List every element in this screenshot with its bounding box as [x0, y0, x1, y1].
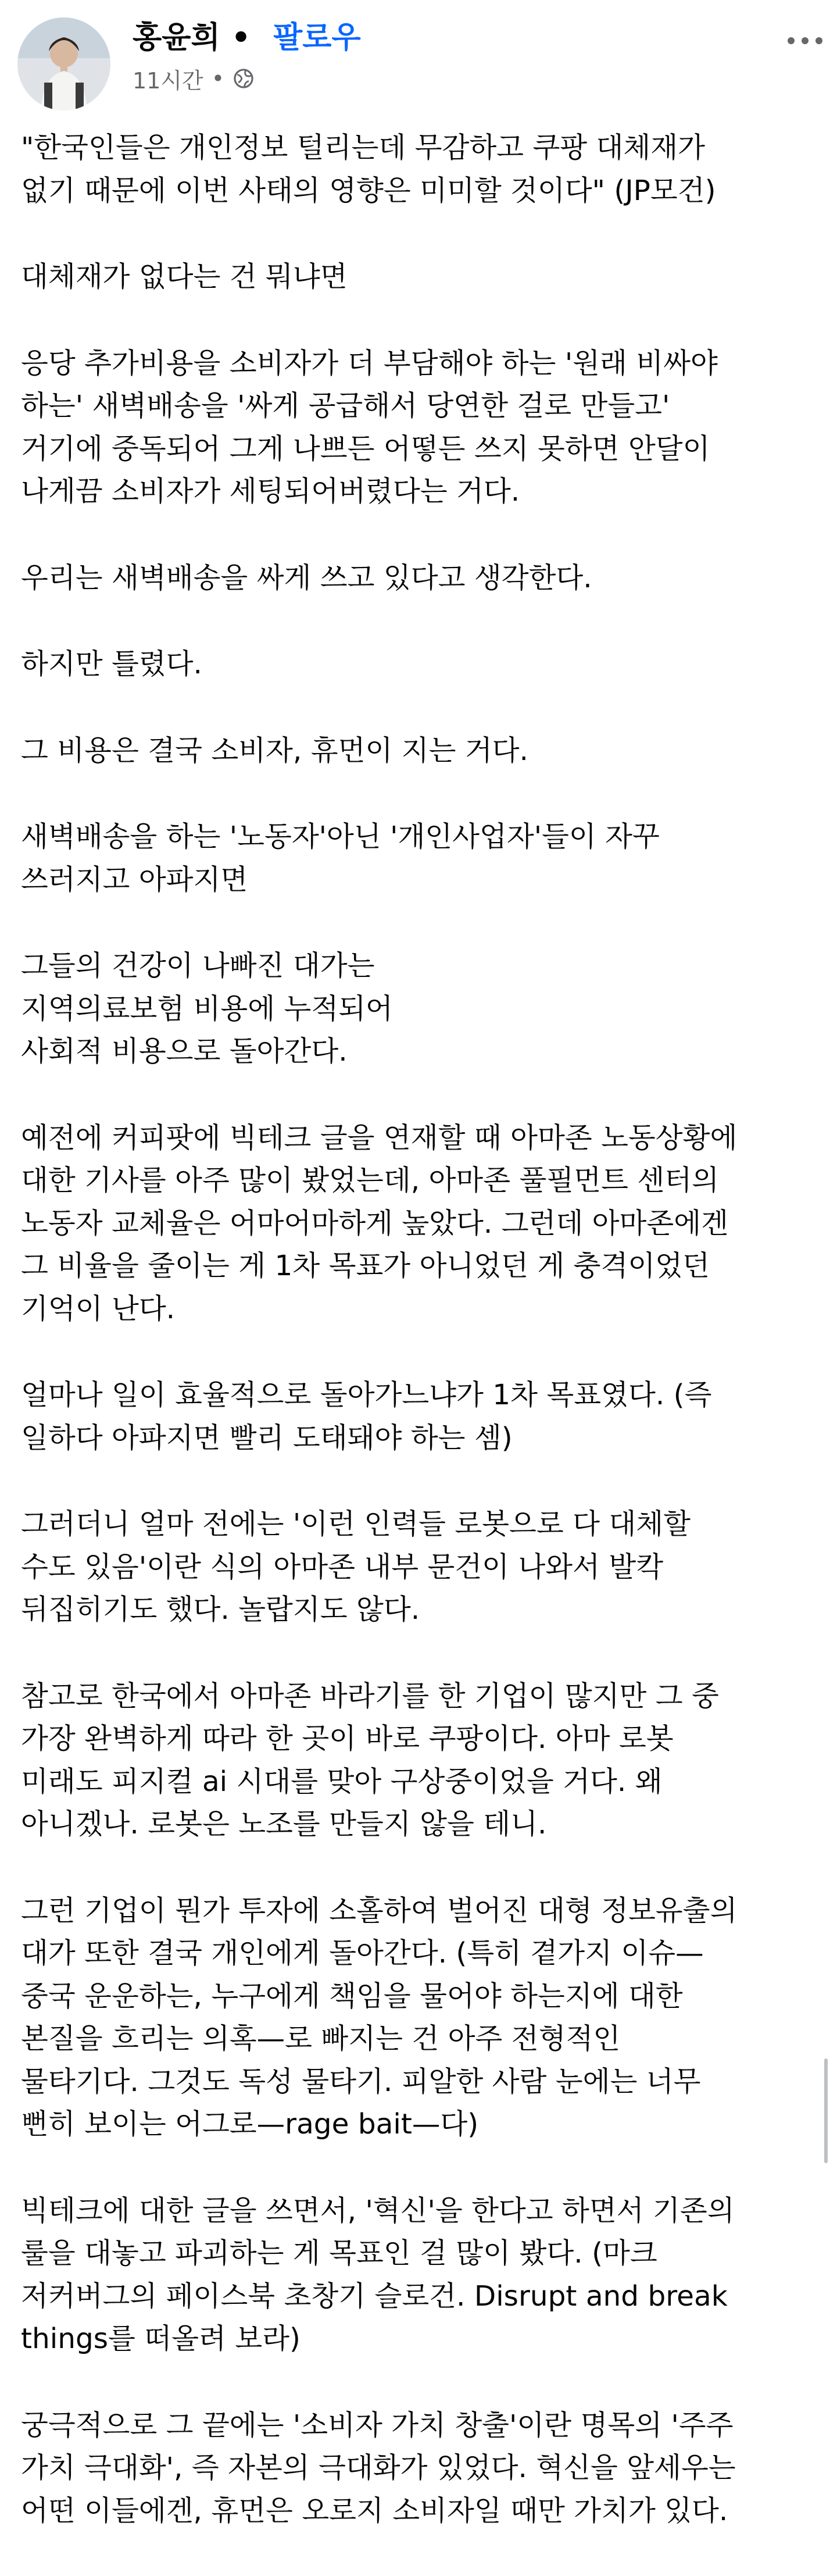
author-name[interactable]: 홍윤희 [133, 20, 220, 55]
post-paragraph: 얼마나 일이 효율적으로 돌아가느냐가 1차 목표였다. (즉 일하다 아파지면 빨리 도태돼야 하는 셈) [21, 1379, 712, 1454]
post-paragraph: 그런 기업이 뭔가 투자에 소홀하여 벌어진 대형 정보유출의 대가 또한 결국 개인에게 돌아간다. (특히 곁가지 이슈— 중국 운운하는, 누구에게 책임을 물어야 하는지에 대한 본질을 흐리는 의혹—로 빠지는 건 아주 전형적인 물타기다. 그것도 독성 물타기. 피알한 사람 눈에는 너무 뻔히 보이는 어그로—rage bait—다) [21, 1894, 738, 2140]
post-paragraph: "한국인들은 개인정보 털리는데 무감하고 쿠팡 대체재가 없기 때문에 이번 사태의 영향은 미미할 것이다" (JP모건) [21, 131, 716, 207]
avatar-image [17, 17, 110, 110]
more-horizontal-icon[interactable] [785, 29, 825, 52]
post-paragraph: 그들의 건강이 나빠진 대가는 지역의료보험 비용에 누적되어 사회적 비용으로 돌아간다. [21, 950, 393, 1068]
scrollbar[interactable] [824, 2058, 828, 2163]
post-timestamp[interactable]: 11시간 [133, 67, 203, 94]
post-header [0, 0, 837, 122]
follow-button[interactable]: 팔로우 [273, 20, 361, 55]
post-paragraph: 우리는 새벽배송을 싸게 쓰고 있다고 생각한다. [21, 561, 592, 594]
meta-separator: • [211, 66, 225, 91]
post-paragraph: 예전에 커피팟에 빅테크 글을 연재할 때 아마존 노동상황에 대한 기사를 아주 많이 봤었는데, 아마존 풀필먼트 센터의 노동자 교체율은 어마어마하게 높았다. 그런데 아마존에겐 그 비율을 줄이는 게 1차 목표가 아니었던 게 충격이었던 기억이 난다. [21, 1121, 738, 1325]
post-paragraph: 하지만 틀렸다. [21, 648, 202, 680]
name-separator: • [231, 20, 251, 55]
post-paragraph: 응당 추가비용을 소비자가 더 부담해야 하는 '원래 비싸야 하는' 새벽배송을 '싸게 공급해서 당연한 걸로 만들고' 거기에 중독되어 그게 나쁘든 어떻든 쓰지 못하면 안달이 나게끔 소비자가 세팅되어버렸다는 거다. [21, 347, 718, 508]
post-paragraph: 궁극적으로 그 끝에는 '소비자 가치 창출'이란 명목의 '주주 가치 극대화', 즉 자본의 극대화가 있었다. 혁신을 앞세우는 어떤 이들에겐, 휴먼은 오로지 소비자일 때만 가치가 있다. [21, 2409, 736, 2527]
author-avatar[interactable] [17, 17, 110, 110]
post-paragraph: 대체재가 없다는 건 뭐냐면 [21, 261, 348, 293]
post-body [21, 127, 823, 2576]
post-paragraph: 빅테크에 대한 글을 쓰면서, '혁신'을 한다고 하면서 기존의 룰을 대놓고 파괴하는 게 목표인 걸 많이 봤다. (마크 저커버그의 페이스북 초창기 슬로건. Disrupt and break things를 떠올려 보라) [21, 2194, 735, 2355]
post-paragraph: 그 비용은 결국 소비자, 휴먼이 지는 거다. [21, 734, 528, 767]
post-paragraph: 새벽배송을 하는 '노동자'아닌 '개인사업자'들이 자꾸 쓰러지고 아파지면 [21, 820, 660, 896]
globe-icon[interactable] [233, 67, 255, 90]
post-paragraph: 그러더니 얼마 전에는 '이런 인력들 로봇으로 다 대체할 수도 있음'이란 식의 아마존 내부 문건이 나와서 발칵 뒤집히기도 했다. 놀랍지도 않다. [21, 1508, 691, 1626]
post-paragraph: 참고로 한국에서 아마존 바라기를 한 기업이 많지만 그 중 가장 완벽하게 따라 한 곳이 바로 쿠팡이다. 아마 로봇 미래도 피지컬 ai 시대를 맞아 구상중이었을 거다. 왜 아니겠나. 로봇은 노조를 만들지 않을 테니. [21, 1679, 719, 1840]
post-meta [133, 64, 255, 93]
